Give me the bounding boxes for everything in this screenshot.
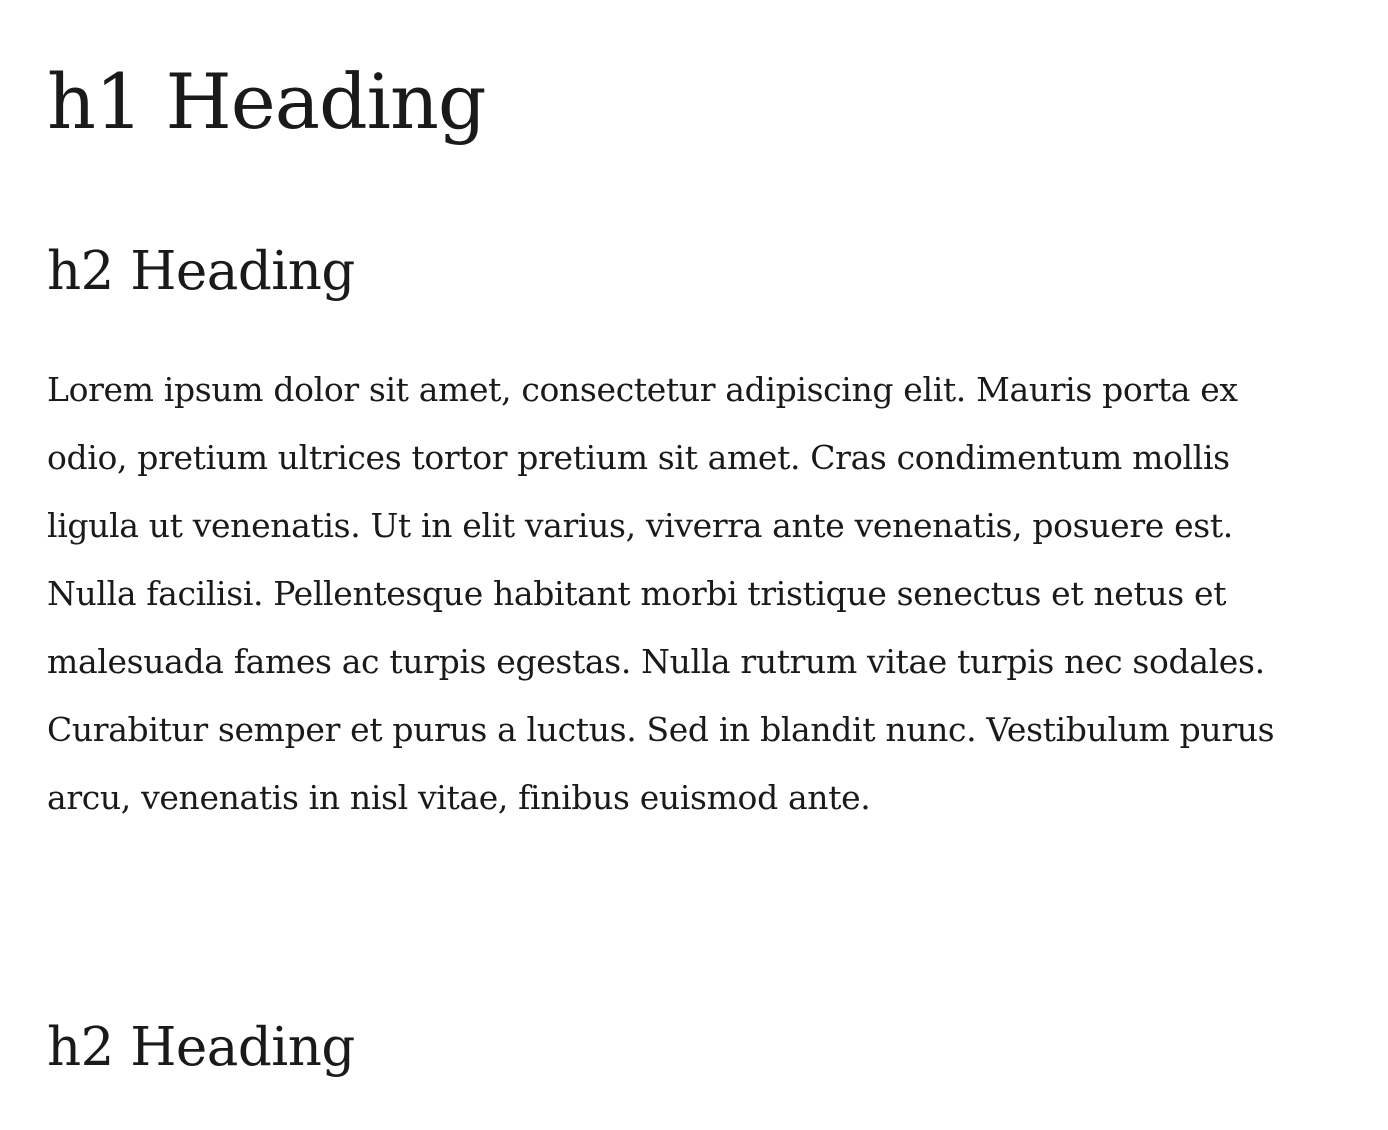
paragraph-line: Nulla facilisi. Pellentesque habitant morbi tristique senectus et netus et [47,574,1227,613]
body-paragraph [47,356,1307,832]
h2-heading-second: h2 Heading [47,1017,355,1078]
paragraph-line: odio, pretium ultrices tortor pretium sit amet. Cras condimentum mollis [47,438,1230,477]
paragraph-line: arcu, venenatis in nisl vitae, finibus euismod ante. [47,778,871,817]
h1-heading: h1 Heading [47,57,486,146]
paragraph-line: ligula ut venenatis. Ut in elit varius, viverra ante venenatis, posuere est. [47,506,1233,545]
h2-heading-first: h2 Heading [47,241,355,302]
paragraph-line: malesuada fames ac turpis egestas. Nulla rutrum vitae turpis nec sodales. [47,642,1265,681]
paragraph-line: Curabitur semper et purus a luctus. Sed in blandit nunc. Vestibulum purus [47,710,1275,749]
paragraph-line: Lorem ipsum dolor sit amet, consectetur adipiscing elit. Mauris porta ex [47,370,1238,409]
